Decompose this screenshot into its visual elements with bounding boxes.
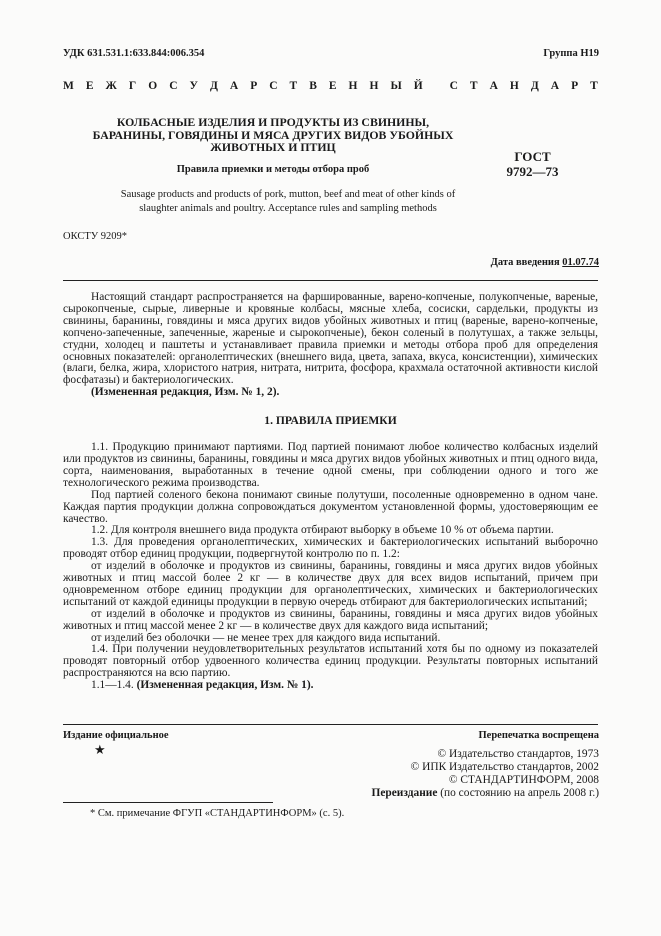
copyright-line-2: © ИПК Издательство стандартов, 2002 [410, 761, 599, 773]
clause-1-3-a: от изделий в оболочке и продуктов из свинины, баранины, говядины и мяса других видов убойных животных и птиц массой более 2 кг — в количестве двух для всех видов испытаний, причем при одновременном отборе единиц продукции для органолептических, химических и бактериологических испытаний от каждой единицы продукции в первую очередь отбирают для бактериологических испытаний; [63, 560, 598, 608]
standard-type-letter [98, 80, 101, 92]
standard-type [63, 80, 598, 92]
standard-type-letter: А [489, 80, 498, 92]
standard-type-letter [502, 80, 505, 92]
standard-type-letter: Е [85, 80, 94, 92]
standard-type-letter [435, 80, 438, 92]
standard-type-letter [583, 80, 586, 92]
standard-type-letter [462, 80, 465, 92]
star-icon: ★ [94, 742, 106, 757]
group-code: Группа Н19 [543, 48, 599, 59]
standard-type-letter: Й [413, 80, 423, 92]
gost-number: 9792—73 [506, 164, 559, 179]
standard-type-letter: Н [509, 80, 519, 92]
standard-type-letter: Т [469, 80, 478, 92]
standard-type-letter [302, 80, 305, 92]
standard-type-letter: Н [369, 80, 379, 92]
document-body [63, 292, 598, 692]
standard-type-letter: М [63, 80, 74, 92]
udk-code: УДК 631.531.1:633.844:006.354 [63, 48, 205, 59]
standard-type-letter [406, 80, 409, 92]
standard-type-letter [203, 80, 206, 92]
title-line-2: БАРАНИНЫ, ГОВЯДИНЫ И МЯСА ДРУГИХ ВИДОВ УБОЙНЫХ [92, 127, 454, 142]
standard-type-letter [362, 80, 365, 92]
standard-type-letter [121, 80, 124, 92]
clause-1-1-bacon: Под партией соленого бекона понимают свиные полутуши, посоленные одновременно в одном чане. Каждая партия продукции должна сопровождаться документом установленной формы, удостоверяющим ее качество. [63, 488, 598, 525]
standard-type-letter: Г [128, 80, 137, 92]
standard-type-letter [523, 80, 526, 92]
standard-type-letter [442, 80, 445, 92]
copyright-block [279, 748, 599, 800]
standard-type-letter: Ж [105, 80, 117, 92]
date-value: 01.07.74 [562, 257, 599, 268]
standard-type-letter: О [148, 80, 158, 92]
gost-label: ГОСТ [514, 149, 551, 164]
reissue-label: Переиздание [371, 787, 438, 799]
intro-change-note: (Измененная редакция, Изм. № 1, 2). [91, 386, 280, 399]
clause-1-2: 1.2. Для контроля внешнего вида продукта отбирают выборку в объеме 10 % от объема партии. [91, 524, 554, 537]
standard-type-letter: С [269, 80, 278, 92]
standard-type-letter: Ы [390, 80, 402, 92]
reprint-notice: Перепечатка воспрещена [478, 730, 599, 741]
english-title-line-2: slaughter animals and poultry. Acceptance rules and sampling methods [139, 203, 437, 214]
standard-type-letter: Е [328, 80, 337, 92]
reissue-text: (по состоянию на апрель 2008 г.) [437, 787, 599, 799]
standard-type-letter: Т [590, 80, 598, 92]
clause-1-3: 1.3. Для проведения органолептических, химических и бактериологических испытаний выборочно проводят отбор единиц продукции, подвергнутой контролю по п. 1.2: [63, 536, 598, 561]
change-note-text: (Измененная редакция, Изм. № 1). [136, 679, 314, 692]
copyright-line-3: © СТАНДАРТИНФОРМ, 2008 [448, 774, 599, 786]
standard-type-letter [341, 80, 344, 92]
standard-type-letter: С [169, 80, 178, 92]
intro-paragraph: Настоящий стандарт распространяется на фаршированные, варено-копченые, полукопченые, вареные, сырокопченые, сырые, ливерные и кровяные колбасы, мясные хлеба, сосиски, сардельки, продукты из свинины, баранины, говядины и мяса других видов убойных животных и птиц (вареные, варено-копченые, копчено-запеченные, запеченные, жареные и сырокопченые), бекон соленый в полутушах, а также зельцы, студни, холодец и паштеты и устанавливает правила приемки и методы отбора проб для определения основных показателей: органолептических (внешнего вида, цвета, запаха, вкуса, консистенции), химических (влаги, белка, жира, хлористого натрия, нитрата, нитрита, фосфора, крахмала остаточной активности кислой фосфатазы) и бактериологических. [63, 291, 598, 387]
standard-type-letter [383, 80, 386, 92]
standard-type-letter [141, 80, 144, 92]
clause-1-1: 1.1. Продукцию принимают партиями. Под партией понимают любое количество колбасных изделий или продуктов из свинины, баранины, говядины и мяса других видов убойных животных и птиц одного вида, сорта, наименования, выработанных в течение одной смены, при соблюдении одного и того же технологического режима производства. [63, 441, 598, 489]
standard-type-letter: Т [289, 80, 298, 92]
footnote-divider [63, 802, 273, 803]
standard-type-letter [182, 80, 185, 92]
standard-type-letter: В [309, 80, 317, 92]
standard-type-letter [78, 80, 81, 92]
standard-type-letter [564, 80, 567, 92]
standard-type-letter [321, 80, 324, 92]
standard-type-letter: А [229, 80, 239, 92]
standard-type-letter [282, 80, 285, 92]
standard-type-letter: А [550, 80, 560, 92]
clause-1-3-c: от изделий без оболочки — не менее трех для каждого вида испытаний. [91, 631, 441, 644]
official-edition-label: Издание официальное [63, 730, 169, 741]
standard-type-letter [222, 80, 225, 92]
date-label: Дата введения [490, 257, 560, 268]
section-title: 1. ПРАВИЛА ПРИЕМКИ [264, 414, 397, 428]
standard-type-letter [262, 80, 265, 92]
document-subtitle: Правила приемки и методы отбора проб [176, 164, 370, 175]
standard-type-letter: Д [209, 80, 218, 92]
standard-type-letter [162, 80, 165, 92]
standard-type-letter [543, 80, 546, 92]
english-title [63, 188, 513, 216]
oksu-code: ОКСТУ 9209* [63, 231, 128, 242]
clause-1-4: 1.4. При получении неудовлетворительных результатов испытаний хотя бы по одному из показателей проводят повторный отбор удвоенного количества единиц продукции. Результаты повторных испытаний распространяются на всю партию. [63, 643, 598, 680]
standard-type-letter: Д [530, 80, 539, 92]
gost-designation [500, 149, 565, 179]
standard-type-letter: Р [250, 80, 258, 92]
copyright-line-1: © Издательство стандартов, 1973 [437, 748, 599, 760]
clause-1-3-b: от изделий в оболочке и продуктов из свинины, баранины, говядины и мяса других видов убойных животных и птиц массой менее 2 кг — в количестве двух для каждого вида испытаний; [63, 607, 598, 632]
standard-type-letter: Р [571, 80, 579, 92]
reissue-line [279, 787, 599, 800]
divider-top [63, 280, 598, 281]
title-line-3: ЖИВОТНЫХ И ПТИЦ [210, 140, 336, 154]
standard-type-letter [243, 80, 246, 92]
clause-change-note [63, 680, 598, 692]
effective-date [491, 257, 599, 268]
document-title [63, 116, 483, 154]
standard-type-letter: Н [348, 80, 358, 92]
standard-type-letter [482, 80, 485, 92]
divider-bottom [63, 724, 598, 725]
change-note-prefix: 1.1—1.4. [91, 679, 137, 692]
standard-type-letter [427, 80, 430, 92]
english-title-line-1: Sausage products and products of pork, mutton, beef and meat of other kinds of [120, 189, 456, 200]
title-line-1: КОЛБАСНЫЕ ИЗДЕЛИЯ И ПРОДУКТЫ ИЗ СВИНИНЫ, [116, 115, 430, 129]
standard-type-letter: У [189, 80, 198, 92]
footnote: * См. примечание ФГУП «СТАНДАРТИНФОРМ» (с. 5). [90, 808, 345, 819]
standard-type-letter: С [449, 80, 458, 92]
